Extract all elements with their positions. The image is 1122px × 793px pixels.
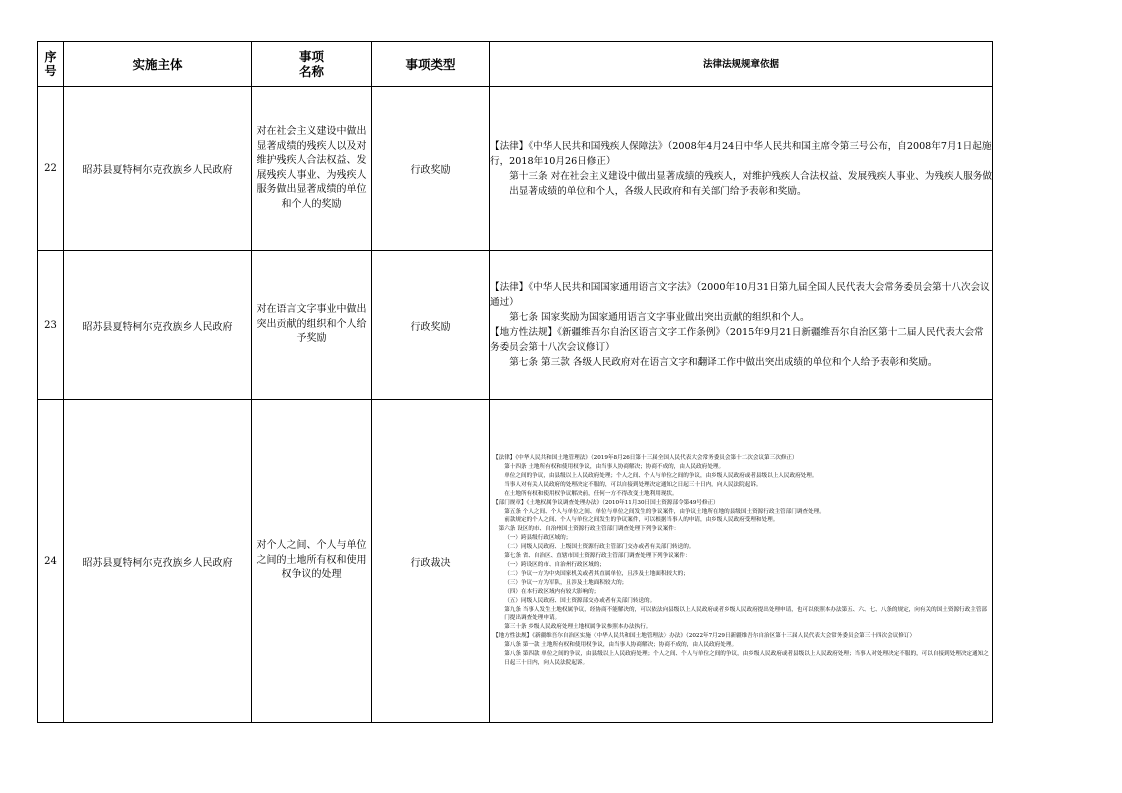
row-item-name: 对在语言文字事业中做出突出贡献的组织和个人给予奖励 [252, 251, 372, 400]
basis-line: 第七条 省、自治区、直辖市国土资源行政主管部门调查处理下列争议案件： [504, 553, 691, 560]
basis-line: （一）跨设区的市、自治州行政区域的； [504, 562, 605, 568]
row-item-name: 对在社会主义建设中做出显著成绩的残疾人以及对维护残疾人合法权益、发展残疾人事业、为残疾人服务做出显著成绩的单位和个人的奖励 [252, 87, 372, 251]
basis-line: （四）在本行政区域内有较大影响的； [504, 588, 600, 595]
basis-line: 第十三条 对在社会主义建设中做出显著成绩的残疾人，对维护残疾人合法权益、发展残疾人事业、为残疾人服务做出显著成绩的单位和个人，各级人民政府和有关部门给予表彰和奖励。 [509, 170, 992, 197]
header-subject: 实施主体 [64, 42, 252, 87]
basis-line: 单位之间的争议，由县级以上人民政府处理；个人之间、个人与单位之间的争议，由乡级人民政府或者县级以上人民政府处理。 [504, 472, 818, 479]
header-item-name: 事项 名称 [252, 42, 372, 87]
basis-line: （三）争议一方为军队，且涉及土地面积较大的； [504, 579, 628, 586]
basis-line: 第八条 第一款 土地所有权和使用权争议，由当事人协商解决；协商不成的，由人民政府处理。 [504, 642, 738, 649]
basis-line: 第七条 第三款 各级人民政府对在语言文字和翻译工作中做出突出成绩的单位和个人给予表彰和奖励。 [509, 357, 938, 368]
table-row [38, 251, 993, 400]
basis-line: （一）跨县级行政区域的； [504, 535, 572, 542]
basis-line: 第六条 设区的市、自治州国土资源行政主管部门调查处理下列争议案件： [498, 526, 680, 533]
basis-line: 第三十条 乡级人民政府处理土地权属争议参照本办法执行。 [504, 624, 652, 631]
basis-line: 【法律】《中华人民共和国土地管理法》（2019年8月26日第十三届全国人民代表大会常务委员会第十二次会议第三次修正） [493, 455, 798, 462]
row-legal-basis [490, 251, 993, 400]
basis-line: 第八条 第四款 单位之间的争议，由县级以上人民政府处理；个人之间、个人与单位之间的争议，由乡级人民政府或者县级以上人民政府处理；当事人对处理决定不服的，可以自接到处理决定通知之日起三十日内，向人民法院起诉。 [504, 651, 989, 666]
authority-table [37, 41, 993, 723]
row-subject: 昭苏县夏特柯尔克孜族乡人民政府 [64, 87, 252, 251]
row-subject: 昭苏县夏特柯尔克孜族乡人民政府 [64, 400, 252, 723]
basis-line: （五）同级人民政府、国土资源部交办或者有关部门转送的。 [504, 597, 656, 604]
basis-line: 【法律】《中华人民共和国国家通用语言文字法》（2000年10月31日第九届全国人民代表大会常务委员会第十八次会议通过） [490, 282, 990, 308]
basis-line: 第七条 国家奖励为国家通用语言文字事业做出突出贡献的组织和个人。 [509, 312, 810, 323]
row-item-type: 行政奖励 [372, 87, 490, 251]
basis-line: 当事人对有关人民政府的处理决定不服的，可以自接到处理决定通知之日起三十日内，向人民法院起诉。 [504, 481, 762, 488]
row-item-type: 行政奖励 [372, 251, 490, 400]
table-row [38, 87, 993, 251]
basis-line: 在土地所有权和使用权争议解决前，任何一方不得改变土地利用现状。 [504, 490, 678, 497]
row-subject: 昭苏县夏特柯尔克孜族乡人民政府 [64, 251, 252, 400]
basis-line: 【部门规章】《土地权属争议调查处理办法》（2010年11月30日国土资源部令第49号修正） [493, 499, 719, 506]
basis-line: 第十四条 土地所有权和使用权争议，由当事人协商解决；协商不成的，由人民政府处理。 [504, 464, 725, 471]
row-legal-basis [490, 400, 993, 723]
header-seq: 序 号 [38, 42, 64, 87]
basis-line: 【法律】《中华人民共和国残疾人保障法》（2008年4月24日中华人民共和国主席令第三号公布，自2008年7月1日起施行，2018年10月26日修正） [490, 140, 992, 167]
basis-line: 第九条 当事人发生土地权属争议，经协商不能解决的，可以依法向县级以上人民政府或者乡级人民政府提出处理申请，也可以依照本办法第五、六、七、八条的规定，向有关的国土资源行政主管部门提出调查处理申请。 [504, 606, 988, 622]
row-number: 24 [38, 400, 64, 723]
table-row [38, 400, 993, 723]
row-legal-basis [490, 87, 993, 251]
basis-line: 第五条 个人之间、个人与单位之间、单位与单位之间发生的争议案件，由争议土地所在地的县级国土资源行政主管部门调查处理。 [504, 508, 825, 515]
basis-line: 【地方性法规】《新疆维吾尔自治区实施〈中华人民共和国土地管理法〉办法》（2022年7月29日新疆维吾尔自治区第十三届人民代表大会常务委员会第三十四次会议修订） [493, 633, 916, 640]
row-item-type: 行政裁决 [372, 400, 490, 723]
row-item-name: 对个人之间、个人与单位之间的土地所有权和使用权争议的处理 [252, 400, 372, 723]
basis-line: （二）同级人民政府、上级国土资源行政主管部门交办或者有关部门转送的。 [504, 544, 695, 551]
basis-line: 【地方性法规】《新疆维吾尔自治区语言文字工作条例》（2015年9月21日新疆维吾尔自治区第十二届人民代表大会常务委员会第十八次会议修订） [490, 327, 984, 353]
basis-line: （二）争议一方为中央国家机关或者其直属单位，且涉及土地面积较大的； [504, 570, 689, 577]
header-row [38, 42, 993, 87]
basis-line: 前款规定的个人之间、个人与单位之间发生的争议案件，可以根据当事人的申请，由乡级人民政府受理和处理。 [504, 517, 779, 524]
row-number: 23 [38, 251, 64, 400]
row-number: 22 [38, 87, 64, 251]
header-item-type: 事项类型 [372, 42, 490, 87]
header-legal-basis: 法律法规规章依据 [490, 42, 993, 87]
